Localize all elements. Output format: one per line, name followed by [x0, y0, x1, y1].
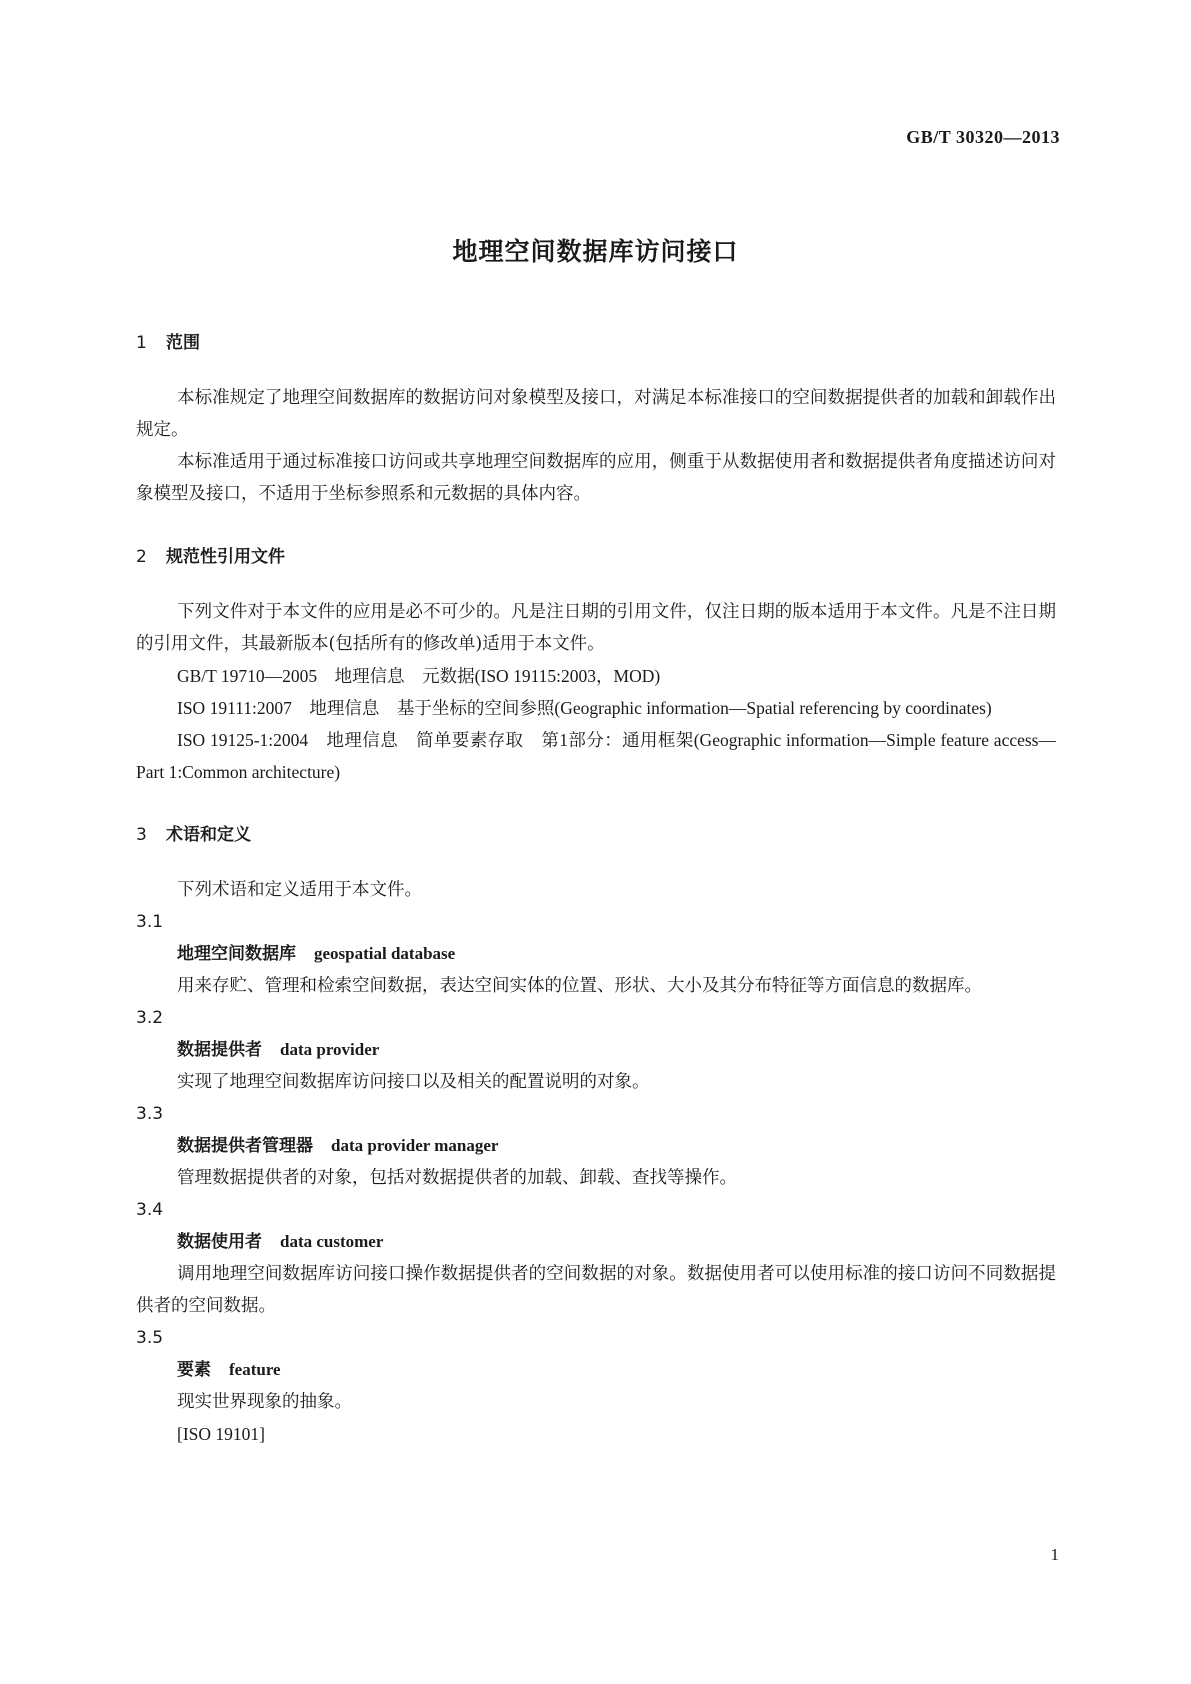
- term-name-zh: 地理空间数据库: [177, 944, 296, 964]
- term-name-en: data provider manager: [331, 1136, 499, 1155]
- scope-paragraph: 本标准适用于通过标准接口访问或共享地理空间数据库的应用，侧重于从数据使用者和数据提供者角度描述访问对象模型及接口，不适用于坐标参照系和元数据的具体内容。: [136, 452, 1056, 504]
- term-number: 3.4: [136, 1200, 164, 1220]
- term-number: 3.1: [136, 912, 164, 932]
- term-definition: 用来存贮、管理和检索空间数据，表达空间实体的位置、形状、大小及其分布特征等方面信息的数据库。: [177, 976, 982, 996]
- term-name: [136, 1034, 1056, 1066]
- term-name: [136, 1226, 1056, 1258]
- term-name-zh: 要素: [177, 1360, 211, 1380]
- term-name: [136, 1130, 1056, 1162]
- section-number: 2: [136, 547, 147, 567]
- term-source: [ISO 19101]: [177, 1424, 265, 1444]
- reference-item: GB/T 19710—2005 地理信息 元数据(ISO 19115:2003，MOD): [177, 666, 661, 686]
- terms-intro: 下列术语和定义适用于本文件。: [177, 880, 422, 900]
- reference-item: ISO 19111:2007 地理信息 基于坐标的空间参照(Geographic information—Spatial referencing by coordinates): [177, 698, 992, 718]
- section-number: 1: [136, 333, 147, 353]
- term-name: [136, 1354, 1056, 1386]
- term-entry: [136, 1322, 1056, 1450]
- section-3-heading: [136, 824, 1056, 846]
- page-number: 1: [1050, 1545, 1059, 1564]
- term-name: [136, 938, 1056, 970]
- section-1-heading: [136, 332, 1056, 354]
- term-entry: [136, 1002, 1056, 1098]
- term-definition: 实现了地理空间数据库访问接口以及相关的配置说明的对象。: [177, 1072, 650, 1092]
- section-title: 范围: [166, 333, 200, 353]
- scope-paragraph: 本标准规定了地理空间数据库的数据访问对象模型及接口，对满足本标准接口的空间数据提供者的加载和卸载作出规定。: [136, 388, 1056, 440]
- term-name-en: data provider: [280, 1040, 380, 1059]
- document-body: [136, 332, 1056, 1450]
- term-entry: [136, 1098, 1056, 1194]
- term-definition: 调用地理空间数据库访问接口操作数据提供者的空间数据的对象。数据使用者可以使用标准的接口访问不同数据提供者的空间数据。: [136, 1264, 1056, 1316]
- term-entry: [136, 1194, 1056, 1322]
- term-number: 3.3: [136, 1104, 164, 1124]
- term-definition: 管理数据提供者的对象，包括对数据提供者的加载、卸载、查找等操作。: [177, 1168, 737, 1188]
- term-name-zh: 数据使用者: [177, 1232, 262, 1252]
- term-name-en: data customer: [280, 1232, 384, 1251]
- term-number: 3.2: [136, 1008, 164, 1028]
- standard-number: GB/T 30320—2013: [906, 127, 1060, 147]
- term-entry: [136, 906, 1056, 1002]
- reference-item: ISO 19125-1:2004 地理信息 简单要素存取 第1部分：通用框架(Geographic information—Simple feature access—Part 1:Common architecture): [136, 730, 1056, 782]
- term-definition: 现实世界现象的抽象。: [177, 1392, 352, 1412]
- term-name-zh: 数据提供者: [177, 1040, 262, 1060]
- term-name-en: geospatial database: [314, 944, 456, 963]
- document-title: 地理空间数据库访问接口: [452, 237, 739, 266]
- section-title: 术语和定义: [166, 825, 251, 845]
- term-name-zh: 数据提供者管理器: [177, 1136, 313, 1156]
- references-intro: 下列文件对于本文件的应用是必不可少的。凡是注日期的引用文件，仅注日期的版本适用于本文件。凡是不注日期的引用文件，其最新版本(包括所有的修改单)适用于本文件。: [136, 602, 1056, 654]
- section-2-heading: [136, 546, 1056, 568]
- term-number: 3.5: [136, 1328, 164, 1348]
- section-title: 规范性引用文件: [166, 547, 285, 567]
- section-number: 3: [136, 825, 147, 845]
- term-name-en: feature: [229, 1360, 281, 1379]
